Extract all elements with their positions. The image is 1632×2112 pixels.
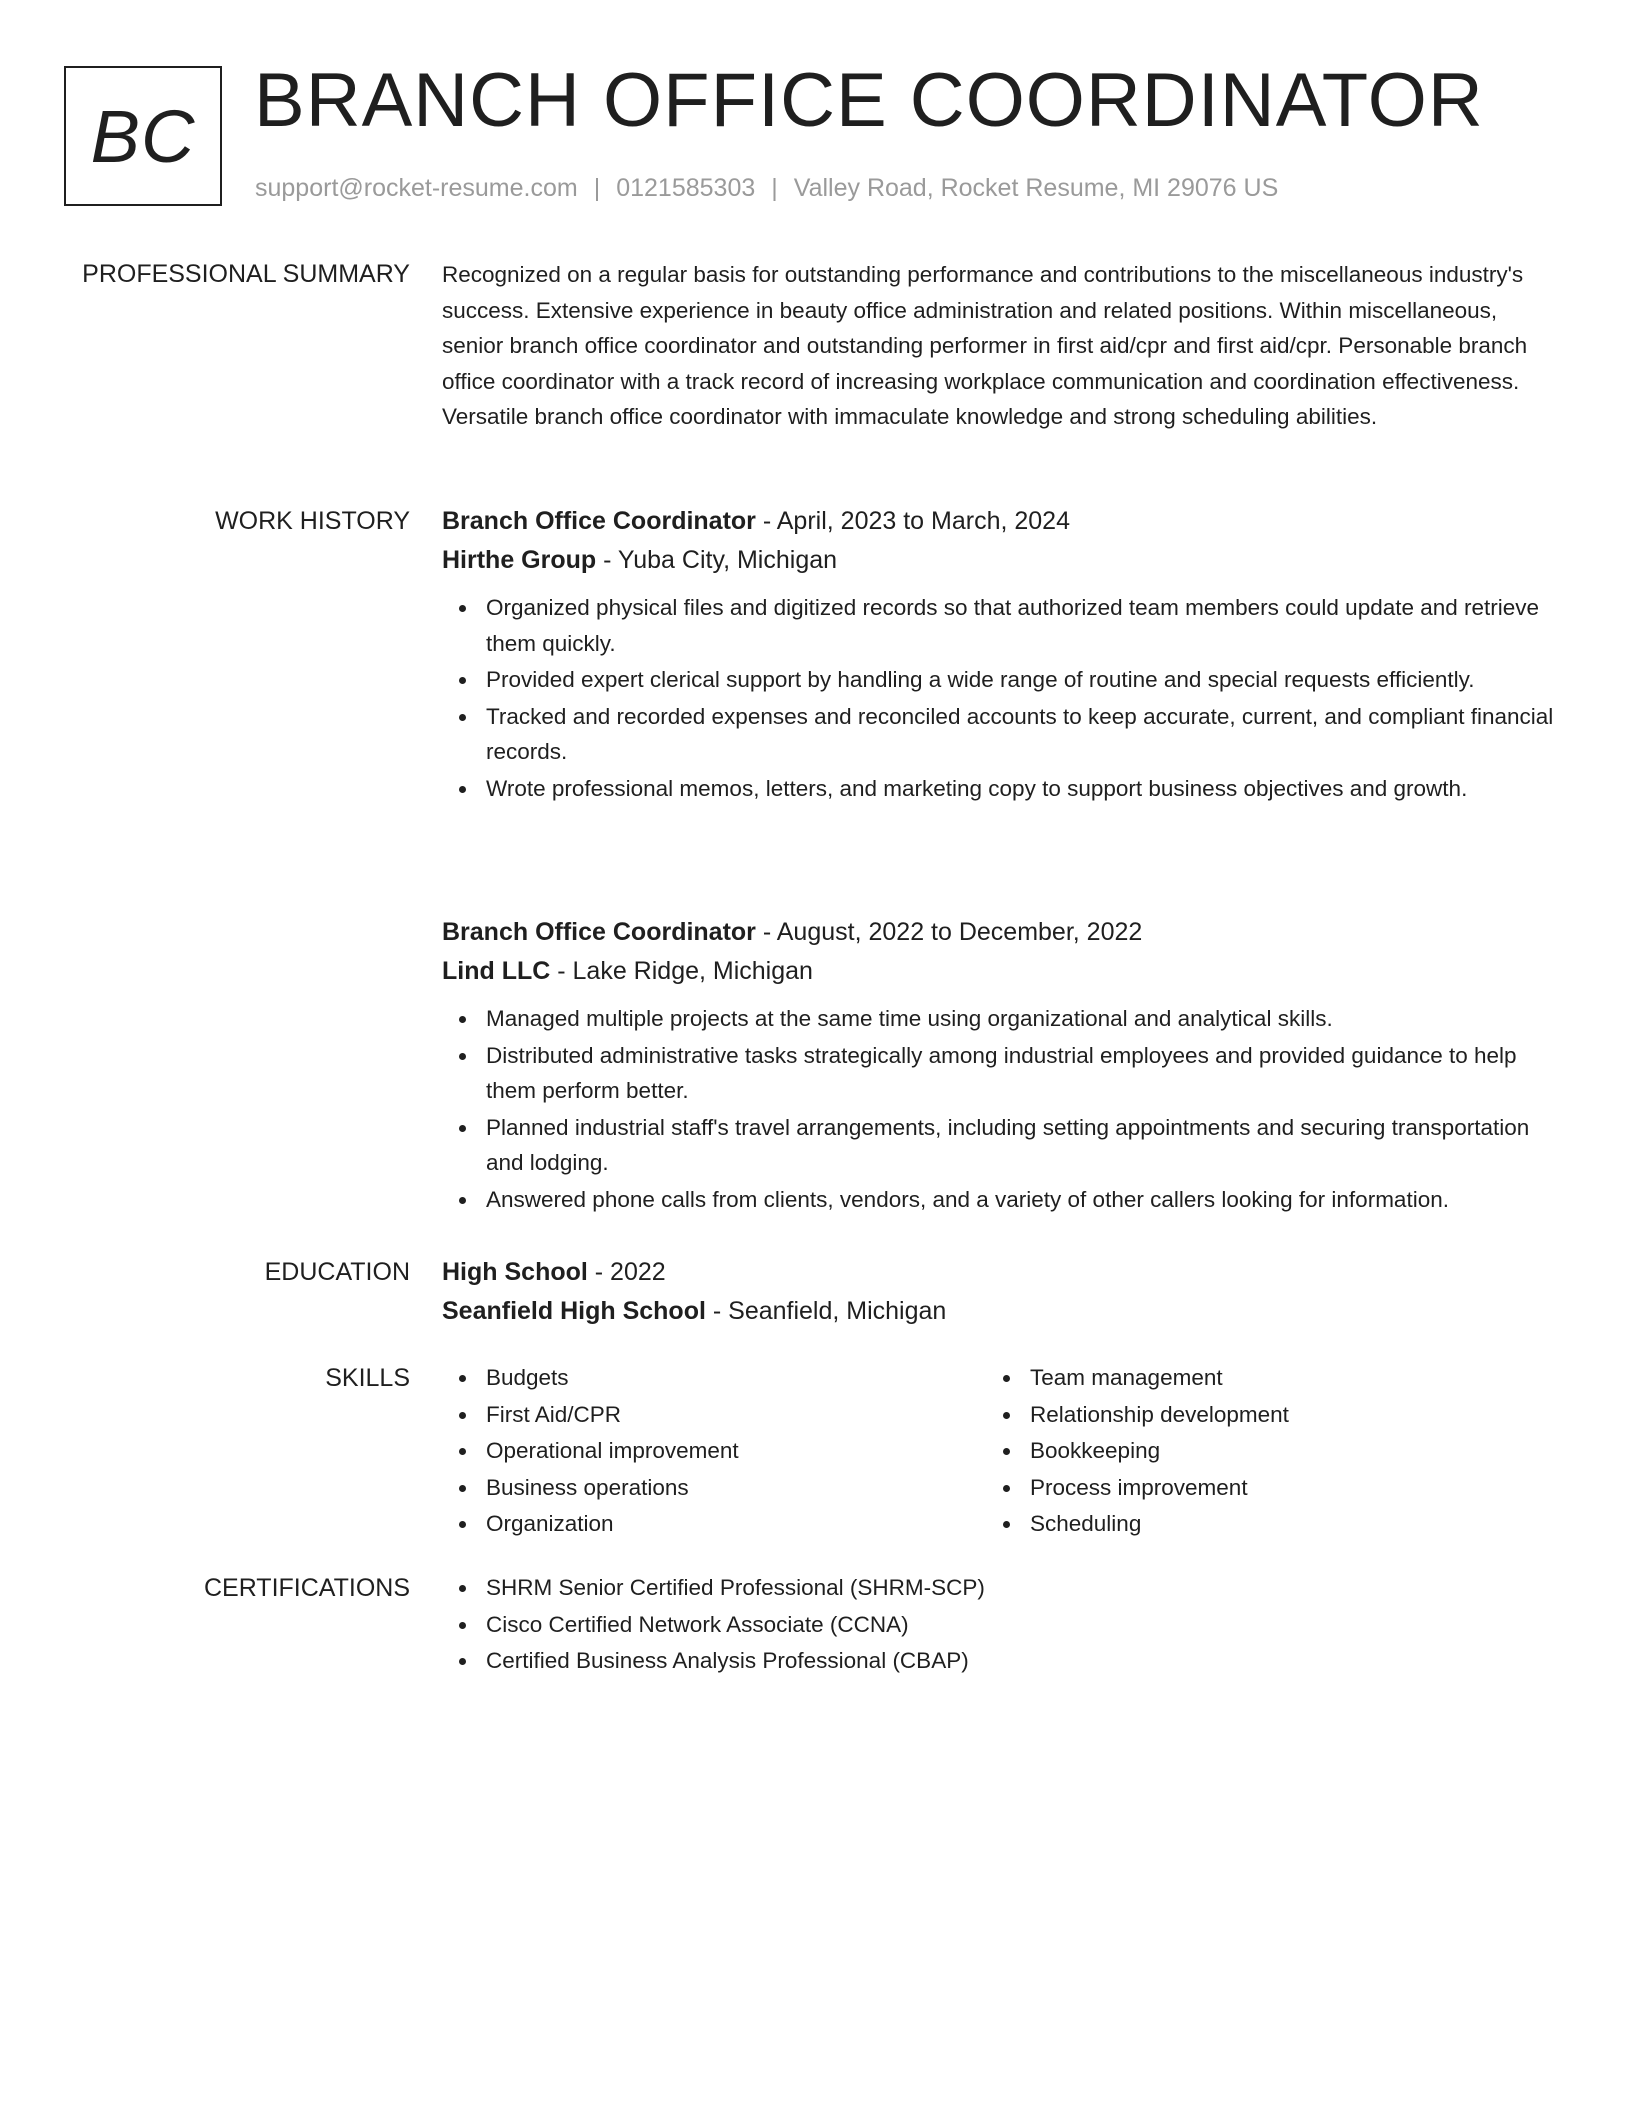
section-label-skills: SKILLS (325, 1364, 410, 1392)
list-item: Managed multiple projects at the same time using organizational and analytical skills. (486, 1001, 1562, 1037)
skills-column-left (442, 1360, 986, 1543)
monogram-logo: BC (64, 66, 222, 206)
list-item: Planned industrial staff's travel arrangements, including setting appointments and securing transportation and lodging. (486, 1110, 1562, 1181)
candidate-name: BRANCH OFFICE COORDINATOR (254, 58, 1484, 143)
school-location: - Seanfield, Michigan (705, 1297, 947, 1325)
job-bullets (442, 590, 1562, 806)
skill-item: Bookkeeping (1030, 1433, 1530, 1469)
company-name: Hirthe Group (442, 546, 597, 574)
skill-item: Operational improvement (486, 1433, 986, 1469)
section-label-summary: PROFESSIONAL SUMMARY (82, 260, 410, 288)
job-title: Branch Office Coordinator (442, 507, 756, 535)
job-title-line (442, 913, 1562, 952)
contact-phone: 0121585303 (616, 174, 756, 202)
graduation-year: - 2022 (587, 1258, 666, 1286)
list-item: Provided expert clerical support by handling a wide range of routine and special requests efficiently. (486, 662, 1562, 698)
summary-text: Recognized on a regular basis for outstanding performance and contributions to the miscellaneous industry's success. Extensive experience in beauty office administration and related positions. Within miscellaneous, senior branch office coordinator and outstanding performer in first aid/cpr and first aid/cpr. Personable branch office coordinator with a track record of increasing workplace communication and coordination effectiveness. Versatile branch office coordinator with immaculate knowledge and strong scheduling abilities. (442, 262, 1528, 429)
job-dates: - April, 2023 to March, 2024 (755, 507, 1070, 535)
skill-item: Process improvement (1030, 1470, 1530, 1506)
skill-item: Business operations (486, 1470, 986, 1506)
job-dates: - August, 2022 to December, 2022 (755, 918, 1143, 946)
company-location: - Yuba City, Michigan (596, 546, 838, 574)
certification-item: Certified Business Analysis Professional (CBAP) (486, 1643, 1562, 1679)
degree-line (442, 1253, 1562, 1292)
list-item: Tracked and recorded expenses and reconciled accounts to keep accurate, current, and compliant financial records. (486, 699, 1562, 770)
list-item: Answered phone calls from clients, vendors, and a variety of other callers looking for information. (486, 1182, 1562, 1218)
section-label-work-history: WORK HISTORY (215, 507, 410, 535)
degree: High School (442, 1258, 588, 1286)
education-section (442, 1253, 1562, 1331)
skill-item: Organization (486, 1506, 986, 1542)
job-title-line (442, 502, 1562, 541)
certification-item: Cisco Certified Network Associate (CCNA) (486, 1607, 1562, 1643)
section-label-certifications: CERTIFICATIONS (203, 1574, 410, 1602)
skill-item: Relationship development (1030, 1397, 1530, 1433)
skills-column-right (986, 1360, 1530, 1543)
skills-section (442, 1360, 1562, 1543)
job-entry (442, 502, 1562, 807)
contact-separator: | (593, 174, 601, 202)
certifications-section (442, 1570, 1562, 1680)
list-item: Organized physical files and digitized records so that authorized team members could update and retrieve them quickly. (486, 590, 1562, 661)
job-entry (442, 913, 1562, 1218)
skill-item: Scheduling (1030, 1506, 1530, 1542)
contact-separator: | (771, 174, 778, 202)
skill-item: Budgets (486, 1360, 986, 1396)
job-bullets (442, 1001, 1562, 1217)
list-item: Wrote professional memos, letters, and marketing copy to support business objectives and growth. (486, 771, 1562, 807)
certification-item: SHRM Senior Certified Professional (SHRM-SCP) (486, 1570, 1562, 1606)
school-line (442, 1292, 1562, 1331)
company-line (442, 952, 1562, 991)
skill-item: First Aid/CPR (486, 1397, 986, 1433)
job-title: Branch Office Coordinator (442, 918, 756, 946)
contact-line (255, 172, 1278, 204)
company-name: Lind LLC (442, 957, 551, 985)
school-name: Seanfield High School (442, 1297, 706, 1325)
certifications-list (442, 1570, 1562, 1679)
summary-section (442, 257, 1562, 435)
contact-email: support@rocket-resume.com (255, 174, 578, 202)
skill-item: Team management (1030, 1360, 1530, 1396)
contact-address: Valley Road, Rocket Resume, MI 29076 US (793, 174, 1279, 202)
section-label-education: EDUCATION (264, 1258, 410, 1286)
company-line (442, 541, 1562, 580)
company-location: - Lake Ridge, Michigan (550, 957, 813, 985)
list-item: Distributed administrative tasks strategically among industrial employees and provided guidance to help them perform better. (486, 1038, 1562, 1109)
